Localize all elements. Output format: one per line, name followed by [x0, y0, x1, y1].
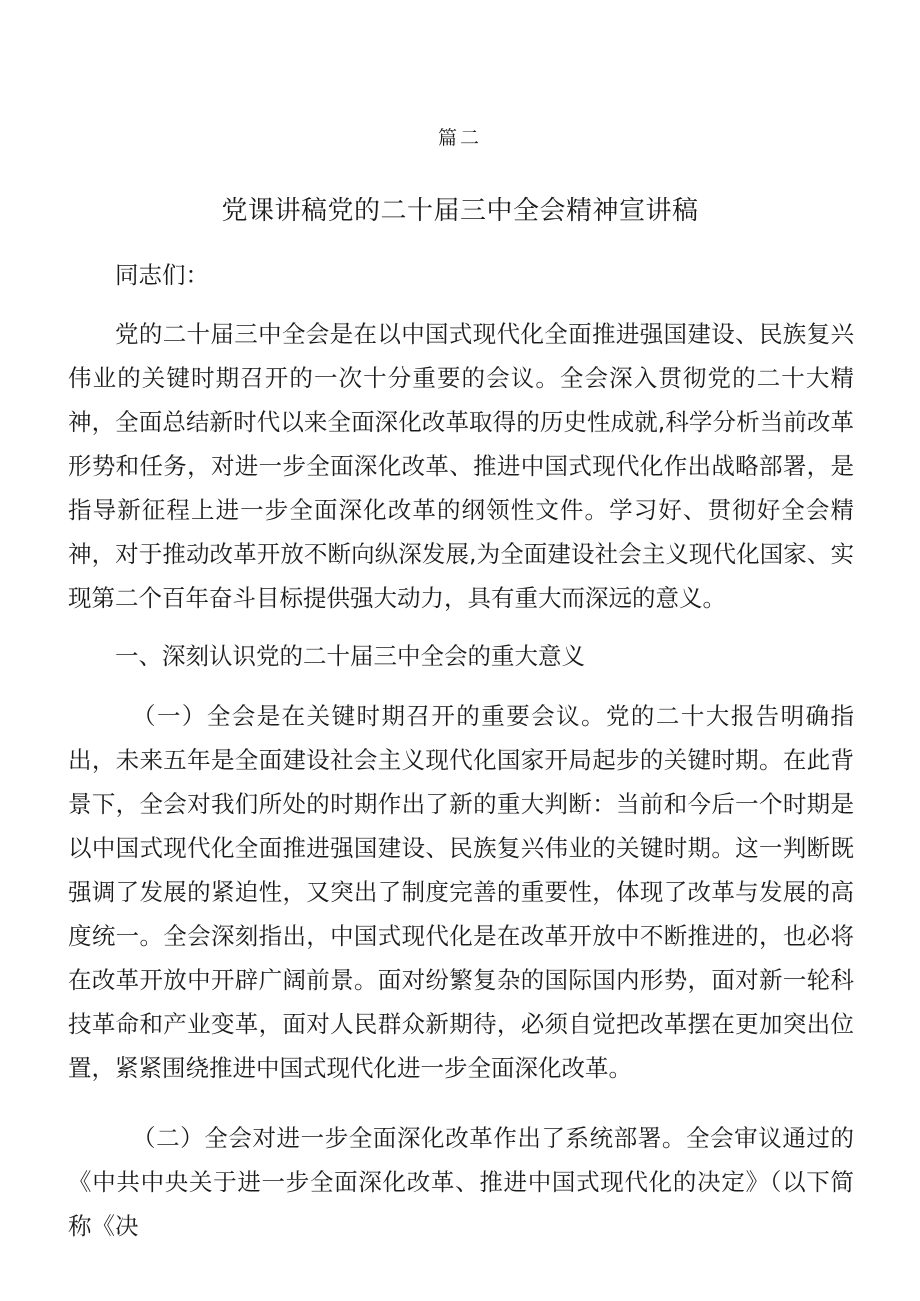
paragraph-text: （一）全会是在关键时期召开的重要会议。党的二十大报告明确指出，未来五年是全面建设社会主义现代化国家开局起步的关键时期。在此背景下，全会对我们所处的时期作出了新的重大判断：当前和今后一个时期是以中国式现代化全面推进强国建设、民族复兴伟业的关键时期。这一判断既强调了发展的紧迫性，又突出了制度完善的重要性，体现了改革与发展的高度统一。全会深刻指出，中国式现代化是在改革开放中不断推进的，也必将在改革开放中开辟广阔前景。面对纷繁复杂的国际国内形势，面对新一轮科技革命和产业变革，面对人民群众新期待，必须自觉把改革摆在更加突出位置，紧紧围绕推进中国式现代化进一步全面深化改革。 — [68, 702, 854, 1082]
section-heading-text: 一、深刻认识党的二十届三中全会的重大意义 — [115, 642, 585, 670]
document-title: 党课讲稿党的二十届三中全会精神宣讲稿 — [221, 196, 699, 226]
section-heading-1 — [68, 634, 854, 678]
section-label: 篇二 — [437, 127, 482, 149]
paragraph-text: 党的二十届三中全会是在以中国式现代化全面推进强国建设、民族复兴伟业的关键时期召开的一次十分重要的会议。全会深入贯彻党的二十大精神，全面总结新时代以来全面深化改革取得的历史性成就,科学分析当前改革形势和任务，对进一步全面深化改革、推进中国式现代化作出战略部署，是指导新征程上进一步全面深化改革的纲领性文件。学习好、贯彻好全会精神，对于推动改革开放不断向纵深发展,为全面建设社会主义现代化国家、实现第二个百年奋斗目标提供强大动力，具有重大而深远的意义。 — [68, 320, 854, 612]
paragraph-subsection-1 — [68, 694, 854, 1090]
salutation — [68, 253, 854, 297]
paragraph-intro — [68, 312, 854, 620]
paragraph-subsection-2 — [68, 1116, 854, 1248]
paragraph-text: （二）全会对进一步全面深化改革作出了系统部署。全会审议通过的《中共中央关于进一步全面深化改革、推进中国式现代化的决定》（以下简称《决 — [68, 1124, 854, 1240]
salutation-text: 同志们： — [115, 261, 209, 289]
